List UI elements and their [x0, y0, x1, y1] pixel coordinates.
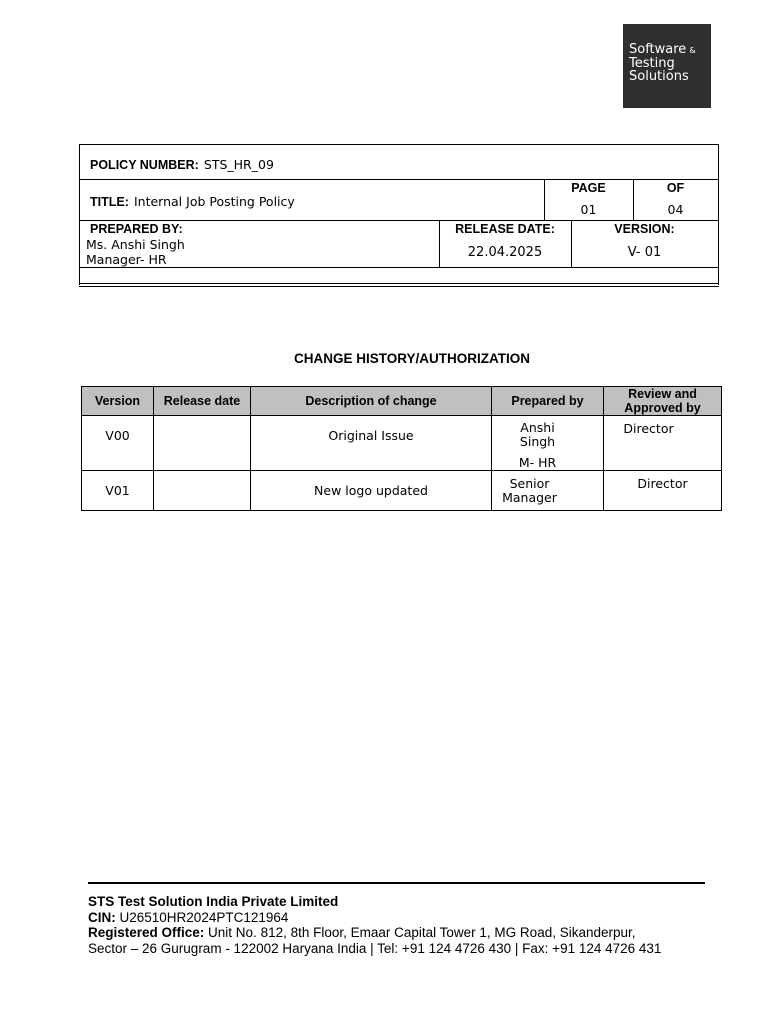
- table-header-row: [82, 387, 722, 416]
- page-label: PAGE: [571, 181, 606, 195]
- table-row: [82, 416, 722, 471]
- prepared-by-label: PREPARED BY:: [90, 222, 183, 236]
- footer: [88, 894, 728, 956]
- cell-version: V01: [82, 471, 154, 511]
- policy-number-value: STS_HR_09: [203, 157, 274, 172]
- column-header-approved-by: Review and Approved by: [604, 387, 722, 416]
- footer-office-line1: Unit No. 812, 8th Floor, Emaar Capital Tower 1, MG Road, Sikanderpur,: [208, 925, 636, 940]
- prepared-by-role: Manager- HR: [86, 252, 167, 267]
- prepared-by-value: [86, 237, 185, 267]
- footer-company: STS Test Solution India Private Limited: [88, 894, 339, 909]
- title-label: TITLE:: [90, 195, 129, 209]
- title-value: Internal Job Posting Policy: [133, 194, 295, 209]
- logo-line-testing: Testing: [629, 56, 675, 71]
- cell-version: V00: [82, 416, 154, 471]
- prepared-by-name: Ms. Anshi Singh: [86, 237, 185, 252]
- footer-divider: [88, 882, 705, 884]
- cell-prepared-by: Anshi Singh M- HR: [492, 416, 604, 471]
- logo-ampersand: &: [689, 46, 696, 55]
- page-value: 01: [580, 202, 597, 217]
- change-history-title: CHANGE HISTORY/AUTHORIZATION: [294, 351, 530, 366]
- cell-release-date: [154, 471, 251, 511]
- release-date-value: 22.04.2025: [467, 245, 543, 260]
- title-field: [90, 191, 295, 210]
- cell-description: Original Issue: [251, 416, 492, 471]
- footer-cin-label: CIN:: [88, 909, 116, 925]
- column-header-description: Description of change: [251, 387, 492, 416]
- of-label: OF: [666, 181, 685, 195]
- footer-office-line2: Sector – 26 Gurugram - 122002 Haryana India | Tel: +91 124 4726 430 | Fax: +91 124 4726 431: [88, 940, 662, 956]
- cell-prepared-by: Senior Manager: [492, 471, 604, 511]
- version-label: VERSION:: [614, 222, 675, 236]
- release-date-label: RELEASE DATE:: [455, 222, 555, 236]
- cell-release-date: [154, 416, 251, 471]
- company-logo: [623, 24, 711, 108]
- of-value: 04: [667, 202, 684, 217]
- logo-line-software: Software: [629, 42, 687, 57]
- column-header-release-date: Release date: [154, 387, 251, 416]
- footer-office-label: Registered Office:: [88, 925, 205, 940]
- logo-line-solutions: Solutions: [629, 69, 689, 84]
- footer-cin-value: U26510HR2024PTC121964: [119, 909, 289, 925]
- cell-approved-by: Director: [604, 416, 722, 471]
- column-header-version: Version: [82, 387, 154, 416]
- version-value: V- 01: [627, 245, 662, 260]
- policy-number-field: [90, 154, 274, 173]
- column-header-prepared-by: Prepared by: [492, 387, 604, 416]
- cell-approved-by: Director: [604, 471, 722, 511]
- change-history-table: [81, 386, 722, 511]
- table-row: [82, 471, 722, 511]
- cell-description: New logo updated: [251, 471, 492, 511]
- policy-number-label: POLICY NUMBER:: [90, 158, 199, 172]
